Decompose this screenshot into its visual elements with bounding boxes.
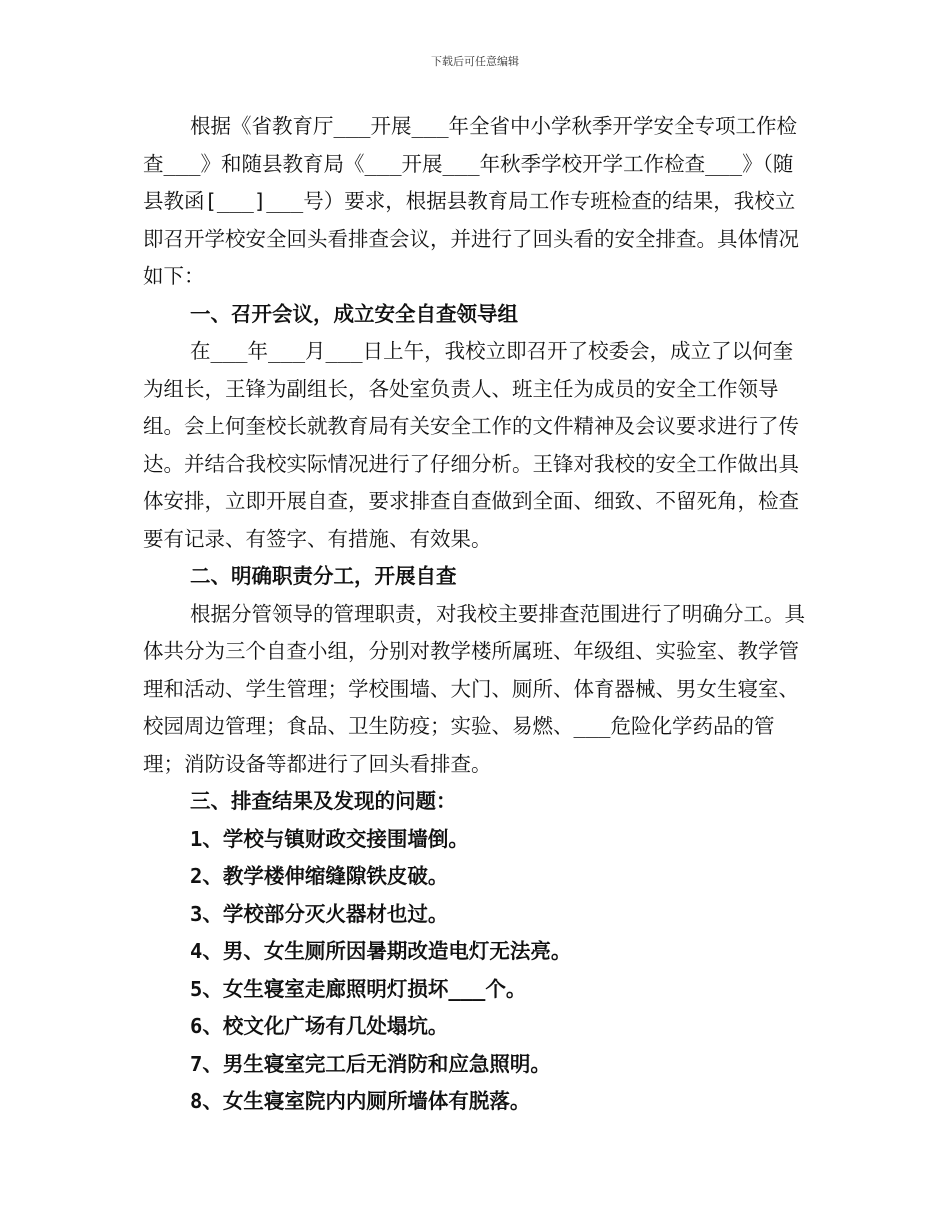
issue-item-8: 8、女生寝室院内内厕所墙体有脱落。 <box>190 1089 531 1113</box>
document-body <box>143 108 811 1121</box>
issue-item-3: 3、学校部分灭火器材也过。 <box>190 901 449 926</box>
issue-item-7: 7、男生寝室完工后无消防和应急照明。 <box>190 1051 551 1076</box>
section-2-paragraph: 根据分管领导的管理职责，对我校主要排查范围进行了明确分工。具体共分为三个自查小组，分别对教学楼所属班、年级组、实验室、教学管理和活动、学生管理；学校围墙、大门、厕所、体育器械、男女生寝室、校园周边管理；食品、卫生防疫；实验、易燃、___危险化学药品的管理；消防设备等都进行了回头看排查。 <box>143 601 805 776</box>
issue-item-2: 2、教学楼伸缩缝隙铁皮破。 <box>190 864 449 888</box>
issue-item-1: 1、学校与镇财政交接围墙倒。 <box>190 826 469 851</box>
issue-item-6: 6、校文化广场有几处塌坑。 <box>190 1014 449 1038</box>
section-heading-2: 二、明确职责分工，开展自查 <box>190 564 457 588</box>
page-header-note: 下载后可任意编辑 <box>431 55 519 68</box>
issue-item-5: 5、女生寝室走廊照明灯损坏___个。 <box>190 976 527 1001</box>
section-1-paragraph: 在___年___月___日上午，我校立即召开了校委会，成立了以何奎为组长，王锋为副组长，各处室负责人、班主任为成员的安全工作领导组。会上何奎校长就教育局有关安全工作的文件精神及会议要求进行了传达。并结合我校实际情况进行了仔细分析。王锋对我校的安全工作做出具体安排，立即开展自查，要求排查自查做到全面、细致、不留死角，检查要有记录、有签字、有措施、有效果。 <box>143 339 799 551</box>
section-heading-1: 一、召开会议，成立安全自查领导组 <box>190 301 518 326</box>
intro-paragraph: 根据《省教育厅___开展___年全省中小学秋季开学安全专项工作检查___》和随县教育局《___开展___年秋季学校开学工作检查___》（随县教函[___]___号）要求，根据县教育局工作专班检查的结果，我校立即召开学校安全回头看排查会议，并进行了回头看的安全排查。具体情况如下： <box>143 114 799 288</box>
issue-item-4: 4、男、女生厕所因暑期改造电灯无法亮。 <box>190 939 572 963</box>
section-heading-3: 三、排查结果及发现的问题： <box>190 789 457 813</box>
